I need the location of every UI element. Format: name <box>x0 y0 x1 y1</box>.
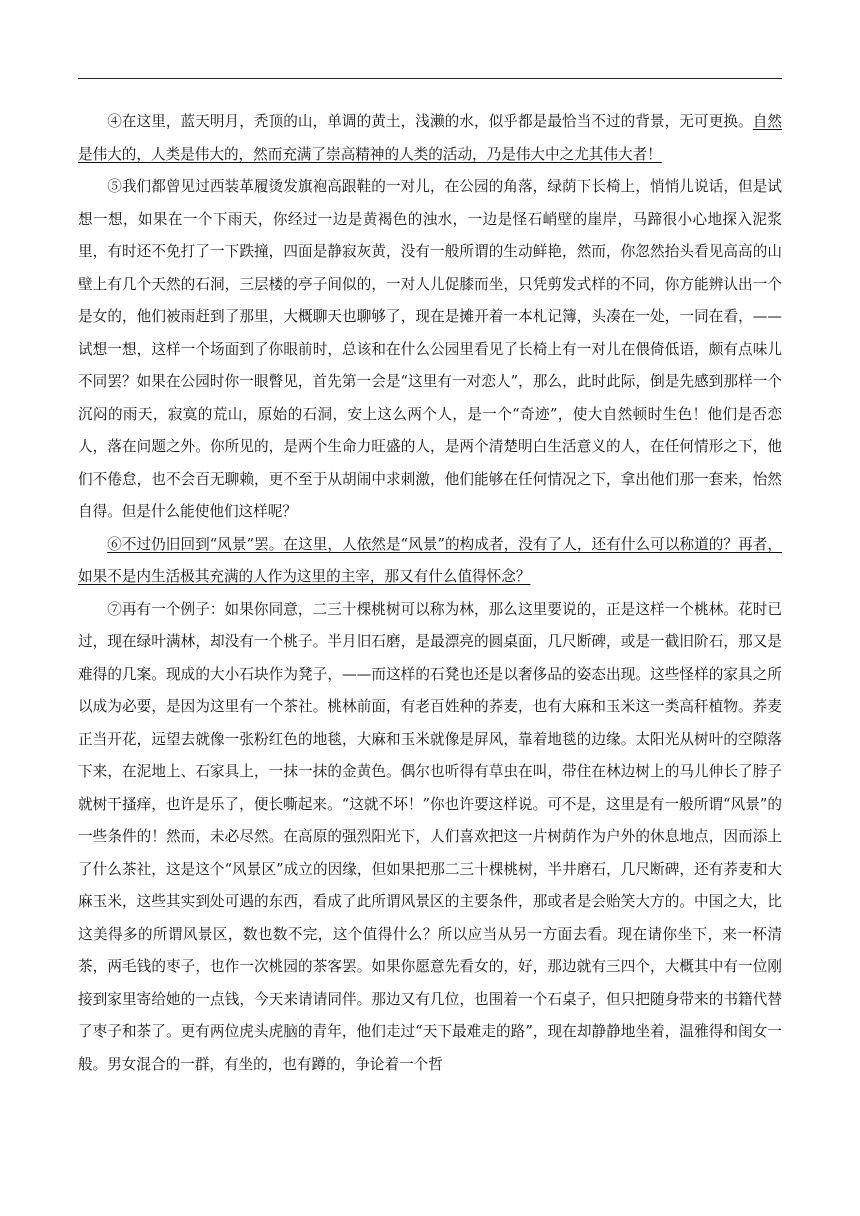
paragraph-7-text: ⑦再有一个例子：如果你同意，二三十棵桃树可以称为林，那么这里要说的，正是这样一个桃林。花时已过，现在绿叶满林，却没有一个桃子。半月旧石磨，是最漂亮的圆桌面，几尺断碑，或是一截旧阶石，那又是难得的几案。现成的大小石块作为凳子，——而这样的石凳也还是以奢侈品的姿态出现。这些怪样的家具之所以成为必要，是因为这里有一个茶社。桃林前面，有老百姓种的荞麦，也有大麻和玉米这一类高秆植物。荞麦正当开花，远望去就像一张粉红色的地毯，大麻和玉米就像是屏风，靠着地毯的边缘。太阳光从树叶的空隙落下来，在泥地上、石家具上，一抹一抹的金黄色。偶尔也听得有草虫在叫，带住在林边树上的马儿伸长了脖子就树干搔痒，也许是乐了，便长嘶起来。“这就不坏！”你也许要这样说。可不是，这里是有一般所谓“风景”的一些条件的！然而，未必尽然。在高原的强烈阳光下，人们喜欢把这一片树荫作为户外的休息地点，因而添上了什么茶社，这是这个“风景区”成立的因缘，但如果把那二三十棵桃树，半井磨石，几尺断碑，还有荞麦和大麻玉米，这些其实到处可遇的东西，看成了此所谓风景区的主要条件，那或者是会贻笑大方的。中国之大，比这美得多的所谓风景区，数也数不完，这个值得什么？所以应当从另一方面去看。现在请你坐下，来一杯清茶，两毛钱的枣子，也作一次桃园的茶客罢。如果你愿意先看女的，好，那边就有三四个，大概其中有一位刚接到家里寄给她的一点钱，今天来请请同伴。那边又有几位，也围着一个石桌子，但只把随身带来的书籍代替了枣子和茶了。更有两位虎头虎脑的青年，他们走过“天下最难走的路”，现在却静静地坐着，温雅得和闺女一般。男女混合的一群，有坐的，也有蹲的，争论着一个哲 <box>78 600 782 1073</box>
paragraph-7 <box>78 594 782 1082</box>
paragraph-4-underlined-text: 自然是伟大的，人类是伟大的，然而充满了崇高精神的人类的活动，乃是伟大中之尤其伟大者！ <box>78 113 782 163</box>
header-rule <box>78 78 782 79</box>
paragraph-5-text: ⑤我们都曾见过西装革履烫发旗袍高跟鞋的一对儿，在公园的角落，绿荫下长椅上，悄悄儿说话，但是试想一想，如果在一个下雨天，你经过一边是黄褐色的浊水，一边是怪石峭壁的崖岸，马蹄很小心地探入泥浆里，有时还不免打了一下跌撞，四面是静寂灰黄，没有一般所谓的生动鲜艳，然而，你忽然抬头看见高高的山壁上有几个天然的石洞，三层楼的亭子间似的，一对人儿促膝而坐，只凭剪发式样的不同，你方能辨认出一个是女的，他们被雨赶到了那里，大概聊天也聊够了，现在是摊开着一本札记簿，头凑在一处，一同在看，——试想一想，这样一个场面到了你眼前时，总该和在什么公园里看见了长椅上有一对儿在偎倚低语，颇有点味儿不同罢？如果在公园时你一眼瞥见，首先第一会是“这里有一对恋人”，那么，此时此际，倒是先感到那样一个沉闷的雨天，寂寞的荒山，原始的石洞，安上这么两个人，是一个“奇迹”，使大自然顿时生色！他们是否恋人，落在问题之外。你所见的，是两个生命力旺盛的人，是两个清楚明白生活意义的人，在任何情形之下，他们不倦怠，也不会百无聊赖，更不至于从胡闹中求刺激，他们能够在任何情况之下，拿出他们那一套来，怡然自得。但是什么能使他们这样呢？ <box>78 178 782 520</box>
article-body <box>78 106 782 1081</box>
paragraph-6 <box>78 529 782 594</box>
paragraph-4-text: ④在这里，蓝天明月，秃顶的山，单调的黄土，浅濑的水，似乎都是最恰当不过的背景，无可更换。 <box>107 113 753 130</box>
paragraph-6-underlined-text: ⑥不过仍旧回到“风景”罢。在这里，人依然是“风景”的构成者，没有了人，还有什么可以称道的？再者，如果不是内生活极其充满的人作为这里的主宰，那又有什么值得怀念？ <box>78 535 782 585</box>
paragraph-4 <box>78 106 782 171</box>
paragraph-5 <box>78 171 782 529</box>
